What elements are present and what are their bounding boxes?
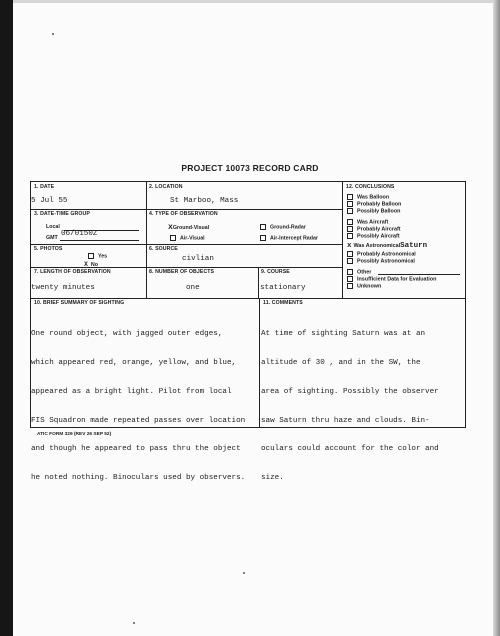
ground-radar-label: Ground-Radar: [270, 224, 306, 231]
dtg-gmt-value: 06/0150Z: [61, 230, 98, 238]
photos-no-label: No: [90, 262, 98, 268]
checkbox: [347, 233, 353, 239]
source-label: 6. SOURCE: [149, 246, 178, 252]
conclusion-possibly-aircraft[interactable]: Possibly Aircraft: [347, 233, 400, 239]
scan-edge-top: [13, 0, 493, 3]
grid-line: [31, 267, 342, 268]
grid-line: [31, 298, 465, 299]
conclusion-was-aircraft[interactable]: Was Aircraft: [347, 219, 388, 225]
grid-line: [146, 182, 147, 298]
ground-visual-option[interactable]: [168, 223, 209, 233]
course-label: 9. COURSE: [261, 269, 290, 275]
air-radar-option[interactable]: [260, 235, 318, 241]
checkbox: [347, 283, 353, 289]
card-title: PROJECT 10073 RECORD CARD: [181, 163, 319, 173]
conclusion-insufficient-data[interactable]: Insufficient Data for Evaluation: [347, 276, 436, 282]
comments-line: At time of sighting Saturn was at an: [261, 330, 426, 339]
summary-line: and though he appeared to pass thru the object: [31, 445, 241, 454]
date-label: 1. DATE: [34, 184, 55, 190]
photos-yes-option[interactable]: [88, 253, 107, 259]
objects-value: one: [186, 284, 200, 292]
form-number: ATIC FORM 329 (REV 26 SEP 52): [37, 432, 112, 437]
dtg-gmt-label: GMT: [46, 235, 58, 241]
summary-line: FIS Squadron made repeated passes over location: [31, 416, 246, 425]
summary-label: 10. BRIEF SUMMARY OF SIGHTING: [34, 300, 125, 306]
checkbox: [260, 235, 266, 241]
conclusion-possibly-balloon[interactable]: Possibly Balloon: [347, 208, 400, 214]
dtg-label: 3. DATE-TIME GROUP: [34, 211, 90, 217]
air-visual-label: Air-Visual: [180, 235, 205, 242]
date-value: 5 Jul 55: [31, 197, 68, 205]
conclusion-unknown[interactable]: Unknown: [347, 283, 381, 289]
scan-edge-right: [493, 0, 500, 636]
photos-yes-label: Yes: [98, 253, 108, 260]
check-mark: X: [84, 261, 88, 268]
conclusion-probably-aircraft[interactable]: Probably Aircraft: [347, 226, 401, 232]
conclusion-possibly-astronomical[interactable]: Possibly Astronomical: [347, 258, 415, 264]
length-label: 7. LENGTH OF OBSERVATION: [34, 269, 111, 275]
scan-speck: [52, 33, 54, 35]
conclusions-label: 12. CONCLUSIONS: [346, 184, 395, 190]
dtg-local-label: Local: [46, 224, 60, 230]
comments-label: 11. COMMENTS: [263, 300, 303, 306]
observation-type-label: 4. TYPE OF OBSERVATION: [149, 211, 218, 217]
comments-line: saw Saturn thru haze and clouds. Bin-: [261, 416, 430, 425]
scan-speck: [133, 622, 135, 624]
checkbox: [347, 269, 353, 275]
summary-line: which appeared red, orange, yellow, and blue,: [31, 358, 237, 367]
grid-line: [259, 298, 260, 427]
checkbox: [260, 224, 266, 230]
location-value: St Marboo, Mass: [170, 197, 239, 205]
checkbox: [170, 235, 176, 241]
conclusion-probably-balloon[interactable]: Probably Balloon: [347, 201, 401, 207]
conclusion-other[interactable]: Other: [347, 269, 371, 275]
checkbox: [347, 208, 353, 214]
dtg-gmt-line: [60, 240, 139, 241]
checkbox: [347, 226, 353, 232]
photos-label: 5. PHOTOS: [34, 246, 63, 252]
ground-visual-label: Ground-Visual: [172, 225, 210, 231]
air-visual-option[interactable]: [170, 235, 205, 241]
source-value: civlian: [182, 255, 214, 263]
comments-line: oculars could account for the color and: [261, 445, 439, 454]
checkbox: [88, 253, 94, 259]
summary-line: appeared as a bright light. Pilot from local: [31, 387, 232, 396]
summary-line: he noted nothing. Binoculars used by observers.: [31, 474, 246, 483]
conclusions-section: [343, 182, 465, 298]
checkbox: [347, 258, 353, 264]
grid-line: [31, 209, 342, 210]
length-value: twenty minutes: [31, 284, 95, 292]
checkbox: [347, 276, 353, 282]
comments-line: area of sighting. Possibly the observer: [261, 387, 439, 396]
summary-line: One round object, with jagged outer edges,: [31, 330, 223, 339]
grid-line: [258, 267, 259, 298]
checkbox: [347, 219, 353, 225]
other-line: [378, 274, 460, 275]
ground-radar-option[interactable]: [260, 224, 306, 230]
course-value: stationary: [260, 284, 306, 292]
comments-line: size.: [261, 474, 284, 483]
location-label: 2. LOCATION: [149, 184, 183, 190]
conclusion-was-balloon[interactable]: Was Balloon: [347, 194, 389, 200]
checkbox: [347, 194, 353, 200]
scan-edge-left: [0, 0, 13, 636]
check-mark: x: [347, 242, 352, 250]
comments-line: altitude of 30 , and in the SW, the: [261, 358, 421, 367]
checkbox: [347, 251, 353, 257]
air-radar-label: Air-Intercept Radar: [270, 235, 318, 242]
objects-label: 8. NUMBER OF OBJECTS: [149, 269, 215, 275]
scan-speck: [243, 572, 245, 574]
astronomical-note: Saturn: [400, 242, 428, 250]
check-mark: x: [168, 223, 173, 232]
checkbox: [347, 201, 353, 207]
comments-text: [261, 311, 439, 503]
grid-line: [31, 244, 342, 245]
conclusion-was-astronomical[interactable]: x Was AstronomicalSaturn: [347, 242, 428, 250]
summary-text: [31, 311, 245, 503]
conclusion-probably-astronomical[interactable]: Probably Astronomical: [347, 251, 416, 257]
